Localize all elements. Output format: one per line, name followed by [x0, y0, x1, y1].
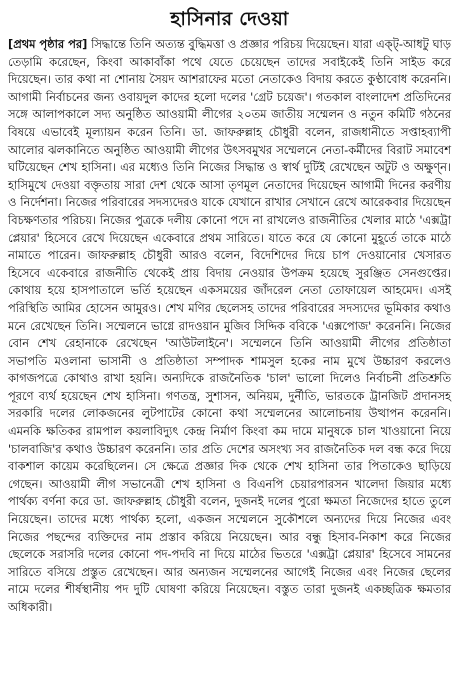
article-body: [8, 36, 451, 617]
continuation-label: [প্রথম পৃষ্ঠার পর]: [8, 37, 88, 51]
article-text: সিদ্ধান্তে তিনি অত্যন্ত বুদ্ধিমত্তা ও প্রজ্ঞার পরিচয় দিয়েছেন। যারা এক্ট্‌-আধটু ঘাড় তেড়ামি করেছেন, কিংবা আকাবাঁকা পথে যেতে চেয়েছেন তাদের সবাইকেই তিনি সাইড করে দিয়েছেন। তার কথা না শোনায় সৈয়দ আশরাফের মতো নেতাকেও বিদায় করতে কুণ্ঠাবোধ করেননি। আগামী নির্বাচনের জন্য ওবায়দুল কাদের হলো দলের 'গ্রেট চয়েজ'। গতকাল বাংলাদেশ প্রতিদিনের সঙ্গে আলাপকালে সদ্য অনুষ্ঠিত আওয়ামী লীগের ২০তম জাতীয় সম্মেলন ও নতুন কমিটি গঠনের বিষয়ে এভাবেই মূল্যায়ন করেন তিনি। ডা. জাফরুল্লাহ চৌধুরী বলেন, রাজধানীতে সপ্তাহব্যাপী আলোর ঝলকানিতে অনুষ্ঠিত আওয়ামী লীগের উৎসবমুখর সম্মেলনে নেতা-কর্মীদের বিরাট সমাবেশ ঘটিয়েছেন শেখ হাসিনা। এর মধ্যেও তিনি নিজের সিদ্ধান্ত ও স্বার্থ দুটিই রেখেছেন অটুট ও অক্ষুণ্ন। হাসিমুখে দেওয়া বক্তৃতায় সারা দেশ থেকে আসা তৃণমূল নেতাদের দিয়েছেন আগামী দিনের করণীয় ও নির্দেশনা। নিজের পরিবারের সদস্যদেরও যাকে যেখানে রাখার সেখানে রেখে আরেকবার দিয়েছেন বিচক্ষণতার পরিচয়। নিজের পুত্রকে দলীয় কোনো পদে না রাখলেও রাজনীতির খেলার মাঠে 'এক্সট্রা প্লেয়ার' হিসেবে রেখে দিয়েছেন একেবারে প্রথম সারিতে। যাতে করে যে কোনো মুহূর্তে তাকে মাঠে নামাতে পারেন। জাফরুল্লাহ চৌধুরী আরও বলেন, বিদেশিদের দিয়ে চাপ দেওয়ানোর খেসারত হিসেবে একেবারে রাজনীতি থেকেই প্রায় বিদায় নেওয়ার উপক্রম হয়েছে সুরঞ্জিত সেনগুপ্তের। কোথায় হয়ে হাসপাতালে ভর্তি হয়েছেন একসময়ের জাঁদরেল নেতা তোফায়েল আহমেদ। এসই পরিস্থিতি আমির হোসেন আমুরও। শেখ মণির ছেলেসহ তাদের পরিবারের সদস্যদের ভূমিকার কথাও মনে রেখেছেন তিনি। সম্মেলনে ভাগ্নে রাদওয়ান মুজিব সিদ্দিক ববিকে 'এক্সপোজ' করেননি। নিজের বোন শেখ রেহানাকে রেখেছেন 'আউটলাইনে'। সম্মেলনে তিনি আওয়ামী লীগের প্রতিষ্ঠাতা সভাপতি মওলানা ভাসানী ও প্রতিষ্ঠাতা সম্পাদক শামসুল হকের নাম মুখে উচ্চারণ করলেও কাগজপত্রে কোথাও রাখা হয়নি। অন্যদিকে রাজনৈতিক 'চাল' ভালো দিলেও নির্বাচনী প্রতিশ্রুতি পূরণে ব্যর্থ হয়েছেন শেখ হাসিনা। গণতন্ত্র, সুশাসন, অনিয়ম, দুর্নীতি, ভারতকে ট্রানজিট প্রদানসহ সরকারি দলের লোকজনের লুটপাটের কোনো কথা সম্মেলনের আলোচনায় উত্থাপন করেননি। এমনকি ক্ষতিকর রামপাল কয়লাবিদ্যুৎ কেন্দ্র নির্মাণ কিংবা কম দামে মানুষকে চাল খাওয়ানো নিয়ে 'চালবাজি'র কথাও উচ্চারণ করেননি। তার প্রতি দেশের অসংখ্য সব রাজনৈতিক দল বন্ধ করে দিয়ে বাকশাল কায়েম করেছিলেন। সে ক্ষেত্রে প্রজ্ঞার দিক থেকে শেখ হাসিনা তার পিতাকেও ছাড়িয়ে গেছেন। আওয়ামী লীগ সভানেত্রী শেখ হাসিনা ও বিএনপি চেয়ারপারসন খালেদা জিয়ার মধ্যে পার্থক্য বর্ণনা করে ডা. জাফরুল্লাহ চৌধুরী বলেন, দুজনই দলের পুরো ক্ষমতা নিজেদের হাতে তুলে নিয়েছেন। তাদের মধ্যে পার্থক্য হলো, একজন সম্মেলনে সুকৌশলে অন্যদের দিয়ে নিজের এবং নিজের পছন্দের ব্যক্তিদের নাম প্রস্তাব করিয়ে নিয়েছেন। আর বন্ধু হিসাব-নিকাশ করে নিজের ছেলেকে সরাসরি দলের কোনো পদ-পদবি না দিয়ে মাঠের ভিতরে 'এক্সট্রা প্লেয়ার' হিসেবে সামনের সারিতে বসিয়ে প্রস্তুত রেখেছেন। আর অন্যজন সম্মেলনের আগেই নিজের এবং নিজের ছেলের নামে দলের শীর্ষস্থানীয় পদ দুটি ঘোষণা করিয়ে নিয়েছেন। বস্তুত তারা দুজনই একচ্ছত্রিক ক্ষমতার অধিকারী।: [8, 37, 451, 614]
article-headline: হাসিনার দেওয়া: [170, 8, 289, 30]
